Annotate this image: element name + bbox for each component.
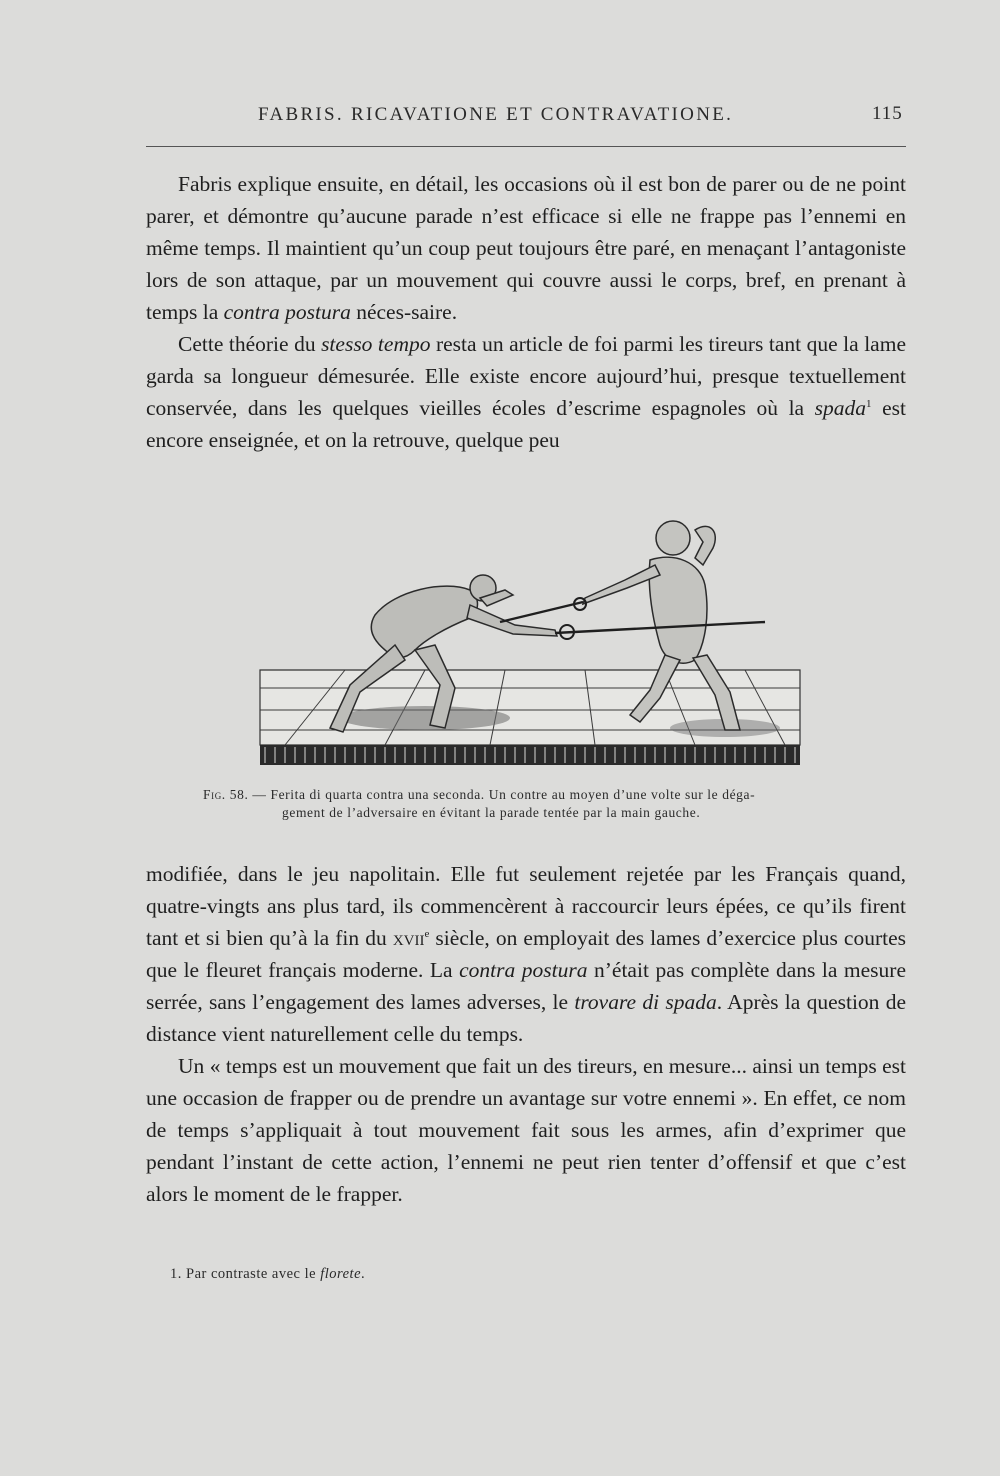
fencers-engraving-illustration [255, 510, 805, 780]
term-florete: florete [320, 1266, 361, 1282]
illustration-svg [255, 510, 805, 780]
running-title: FABRIS. RICAVATIONE ET CONTRAVATIONE. [258, 104, 734, 125]
caption-line-1: — Ferita di quarta contra una seconda. Un contre au moyen d’une volte sur le déga- [248, 787, 756, 802]
footnote-number: 1. [170, 1266, 182, 1282]
term-contra-postura-2: contra postura [459, 958, 588, 982]
page-number: 115 [872, 103, 903, 124]
header-rule [146, 146, 906, 147]
term-stesso-tempo: stesso tempo [321, 332, 431, 356]
paragraph-4: Un « temps est un mouvement que fait un des tireurs, en mesure... ainsi un temps est une occasion de frapper ou de prendre un avantage sur votre ennemi ». En effet, ce nom de temps s’appliquait à tout mouvement fait sous les armes, afin d’exprimer que pendant l’instant de cette action, l’ennemi ne peut rien tenter d’offensif et que c’est alors le moment de le frapper. [146, 1054, 906, 1206]
body-text-bottom [146, 858, 906, 1210]
footnote: 1. Par contraste avec le florete. [170, 1266, 366, 1282]
body-text-top [146, 168, 906, 456]
paragraph-3: modifiée, dans le jeu napolitain. Elle fut seulement rejetée par les Français quand, quatre-vingts ans plus tard, ils commencèrent à raccourcir leurs épées, ce qu’ils firent tant et si bien qu’à la fin du xvii$^e$ siècle, on employait des lames d’exercice plus courtes que le fleuret français moderne. La contra postura n’était pas complète dans la mesure serrée, sans l’engagement des lames adverses, le trovare di spada. Après la question de distance vient naturellement celle du temps. [146, 862, 907, 1046]
term-trovare-di-spada: trovare di spada [574, 990, 717, 1014]
paragraph-2: Cette théorie du stesso tempo resta un article de foi parmi les tireurs tant que la lame garda sa longueur démesurée. Elle existe encore aujourd’hui, presque textuellement conservée, dans les quelques vieilles écoles d’escrime espagnoles où la spada$^1$ est encore enseignée, et on la retrouve, quelque peu [146, 332, 906, 452]
term-contra-postura: contra postura [223, 300, 351, 324]
paragraph-1: Fabris explique ensuite, en détail, les occasions où il est bon de parer ou de ne point parer, et démontre qu’aucune parade n’est efficace si elle ne frappe pas l’ennemi en même temps. Il maintient qu’un coup peut toujours être paré, en menaçant l’antagoniste lors de son attaque, par un mouvement qui couvre aussi le corps, bref, en prenant à temps la contra postura néces-saire. [146, 172, 906, 324]
footnote-ref: 1 [866, 397, 872, 410]
figure-label: Fig. 58. [203, 787, 249, 802]
term-spada: spada [814, 396, 867, 420]
caption-line-2: gement de l’adversaire en évitant la parade tentée par la main gauche. [282, 805, 701, 820]
figure-caption [203, 786, 853, 822]
century-numeral: xvii [392, 926, 425, 950]
